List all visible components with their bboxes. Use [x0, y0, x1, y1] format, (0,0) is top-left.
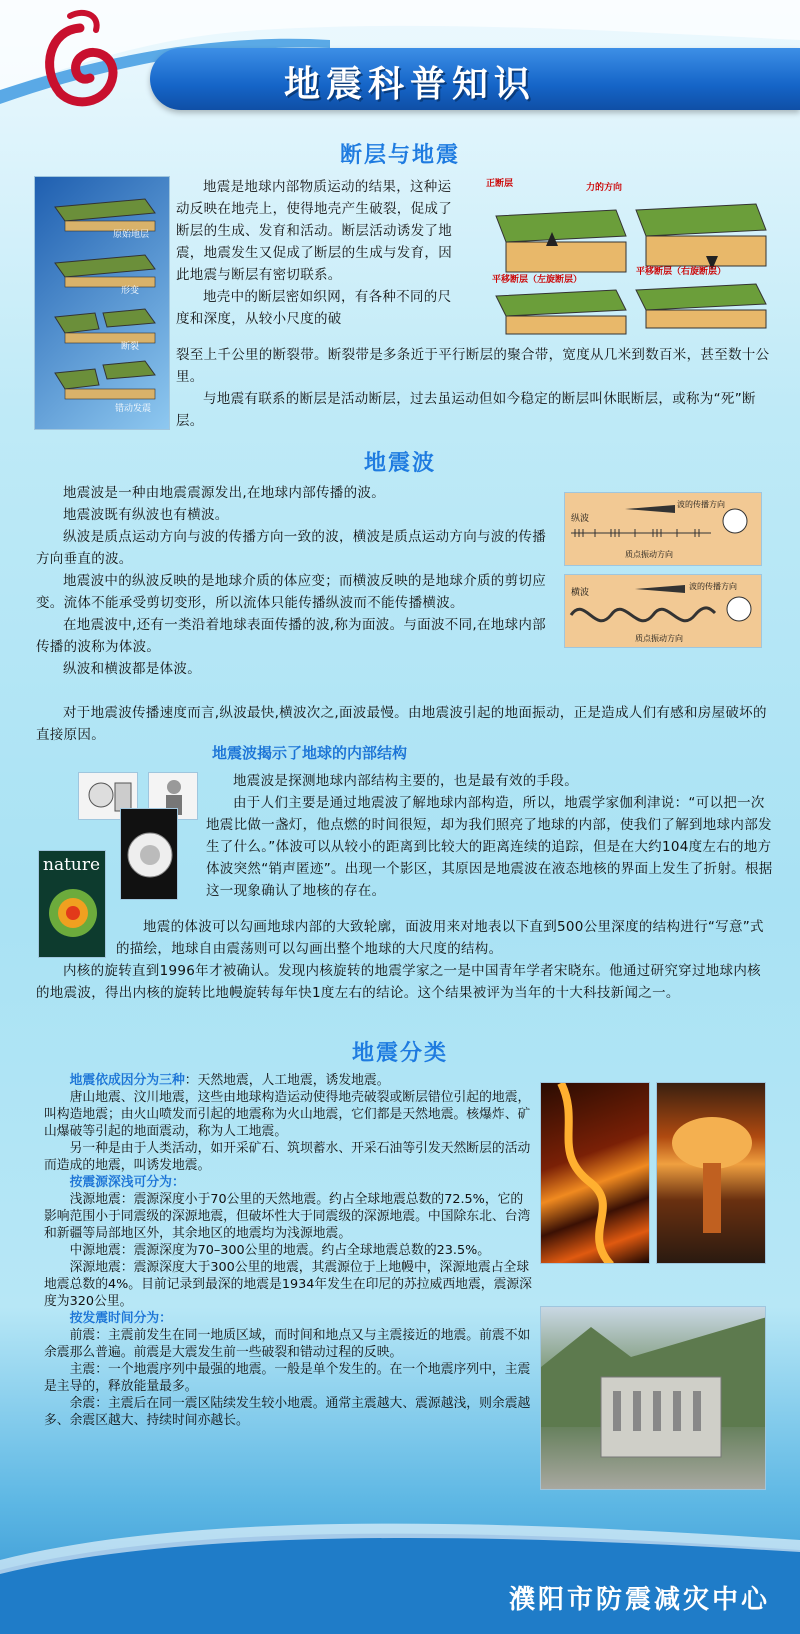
fault-p2a: 地壳中的断层密如织网，有各种不同的尺度和深度，从较小尺度的破 — [176, 289, 452, 327]
depth-p2: 中源地震：震源深度为70–300公里的地震。约占全球地震总数的23.5%。 — [69, 1243, 491, 1258]
longitudinal-propagation-label: 波的传播方向 — [677, 500, 725, 509]
section-title-classify: 地震分类 — [351, 1041, 448, 1066]
structure-p3: 内核的旋转直到1996年才被确认。发现内核旋转的地震学家之一是中国青年学者宋晓东。他通过研究穿过地球内核的地震波，得出内核的旋转比地幔旋转每年快1度左右的结论。这个结果被评为当年的十大科技新闻之一。 — [36, 963, 761, 1001]
fault-stages-image — [34, 176, 170, 430]
fault-types-diagram — [486, 176, 776, 336]
fault-type-label-2: 平移断层（左旋断层） — [492, 275, 583, 285]
transverse-particle-label: 质点振动方向 — [635, 634, 683, 643]
structure-text-bottom — [36, 960, 774, 1004]
time-heading: 按发震时间分为： — [69, 1311, 172, 1326]
fault-label-3: 错动发震 — [115, 404, 152, 414]
waves-p3: 地震波中的纵波反映的是地球介质的体应变；而横波反映的是地球介质的剪切应变。流体不能承受剪切变形，所以流体只能传播纵波而不能传播横波。 — [36, 573, 546, 611]
fault-p1: 地震是地球内部物质运动的结果，这种运动反映在地壳上，使得地壳产生破裂，促成了断层的生成、发育和活动。断层活动诱发了地震，地震发生又促成了断层的生成与发育，因此地震与断层有密切联系。 — [176, 179, 452, 283]
dam-image — [540, 1306, 766, 1490]
longitudinal-wave-diagram — [564, 492, 762, 566]
earth-cross-section-image — [120, 808, 178, 900]
time-p3: 余震：主震后在同一震区陆续发生较小地震。通常主震越大、震源越浅，则余震越多、余震区越大、持续时间亦越长。 — [44, 1396, 531, 1428]
fault-label-1: 形变 — [121, 286, 140, 296]
fault-text-top — [176, 176, 464, 330]
transverse-label: 横波 — [571, 588, 590, 598]
waves-p4: 在地震波中,还有一类沿着地球表面传播的波,称为面波。与面波不同,在地球内部传播的波称为体波。 — [36, 617, 546, 655]
time-p1: 前震：主震前发生在同一地质区域，而时间和地点又与主震接近的地震。前震不如余震那么普遍。前震是大震发生前一些破裂和错动过程的反映。 — [44, 1328, 531, 1360]
waves-text-main — [36, 482, 556, 680]
fault-p2b: 裂至上千公里的断裂带。断裂带是多条近于平行断层的聚合带，宽度从几米到数百米，甚至数十公里。 — [176, 347, 770, 385]
depth-p1: 浅源地震：震源深度小于70公里的天然地震。约占全球地震总数的72.5%，它的影响范围小于同震级的深源地震，但破坏性大于同震级的深源地震。中国除东北、台湾和新疆等局部地区外，其余地区的地震均为浅源地震。 — [44, 1192, 531, 1241]
nature-logo-text: nature — [43, 855, 101, 875]
footer-org: 濮阳市防震减灾中心 — [508, 1585, 770, 1615]
waves-p5: 纵波和横波都是体波。 — [63, 661, 201, 677]
logo-icon — [30, 8, 130, 118]
longitudinal-label: 纵波 — [571, 514, 590, 524]
depth-heading: 按震源深浅可分为： — [69, 1175, 185, 1190]
section-title-waves: 地震波 — [363, 451, 436, 476]
structure-p2: 地震的体波可以勾画地球内部的大致轮廓，面波用来对地表以下直到500公里深度的结构进行“写意”式的描绘，地球自由震荡则可以勾画出整个地球的大尺度的结构。 — [116, 919, 764, 957]
fault-label-2: 断裂 — [121, 342, 140, 352]
longitudinal-particle-label: 质点振动方向 — [625, 550, 673, 559]
structure-text-top — [206, 770, 774, 902]
structure-p1: 由于人们主要是通过地震波了解地球内部构造，所以，地震学家伽利津说：“可以把一次地震比做一盏灯，他点燃的时间很短，却为我们照亮了地球的内部，使我们了解到地球内部发生了什么。”体波可以从较小的距离到比较大的距离连续的追踪，但是在大约104度左右的地方体波突然“销声匿迹”。出现一个影区，其原因是地震波在液态地核的界面上发生了折射。根据这一现象确认了地核的存在。 — [206, 795, 773, 899]
depth-p3: 深源地震：震源深度大于300公里的地震，其震源位于上地幔中，深源地震占全球地震总数的4%。目前记录到最深的地震是1934年发生在印尼的苏拉威西地震，震源深度为320公里。 — [44, 1260, 532, 1309]
waves-p0: 地震波是一种由地震震源发出,在地球内部传播的波。 — [63, 485, 385, 501]
waves-text-full — [36, 702, 774, 746]
cause-p1: 唐山地震、汶川地震，这些由地球构造运动使得地壳破裂或断层错位引起的地震，叫构造地震；由火山喷发而引起的地震称为火山地震，它们都是天然地震。核爆炸、矿山爆破等引起的地面震动，称为人工地震。 — [44, 1090, 531, 1139]
fault-type-label-1: 力的方向 — [586, 183, 623, 193]
cause-heading: 地震依成因分为三种 — [69, 1073, 185, 1088]
cause-body: ：天然地震，人工地震，诱发地震。 — [184, 1073, 390, 1088]
page-title: 地震科普知识 — [283, 64, 536, 105]
structure-text-mid — [116, 916, 774, 960]
time-p2: 主震：一个地震序列中最强的地震。一般是单个发生的。在一个地震序列中，主震是主导的，释放能量最多。 — [44, 1362, 531, 1394]
waves-p6: 对于地震波传播速度而言,纵波最快,横波次之,面波最慢。由地震波引起的地面振动，正是造成人们有感和房屋破坏的直接原因。 — [36, 705, 767, 743]
waves-p2: 纵波是质点运动方向与波的传播方向一致的波，横波是质点运动方向与波的传播方向垂直的波。 — [36, 529, 546, 567]
cause-line — [44, 1072, 532, 1089]
structure-p0: 地震波是探测地球内部结构主要的，也是最有效的手段。 — [233, 773, 578, 789]
waves-subtitle: 地震波揭示了地球的内部结构 — [212, 744, 408, 762]
fault-text-bottom — [176, 344, 772, 432]
fault-label-0: 原始地层 — [113, 230, 150, 240]
lava-image — [540, 1082, 650, 1264]
fault-type-label-3: 平移断层（右旋断层） — [636, 267, 727, 277]
transverse-propagation-label: 波的传播方向 — [689, 582, 737, 591]
fault-type-label-0: 正断层 — [486, 179, 514, 189]
section-title-fault: 断层与地震 — [339, 143, 460, 168]
transverse-wave-diagram — [564, 574, 762, 648]
explosion-image — [656, 1082, 766, 1264]
waves-p1: 地震波既有纵波也有横波。 — [63, 507, 229, 523]
nature-magazine-image — [38, 850, 106, 958]
fault-p3: 与地震有联系的断层是活动断层，过去虽运动但如今稳定的断层叫休眠断层，或称为“死”断层。 — [176, 391, 756, 429]
cause-p2: 另一种是由于人类活动，如开采矿石、筑坝蓄水、开采石油等引发天然断层的活动而造成的地震，叫诱发地震。 — [44, 1141, 531, 1173]
classify-text — [44, 1072, 532, 1429]
